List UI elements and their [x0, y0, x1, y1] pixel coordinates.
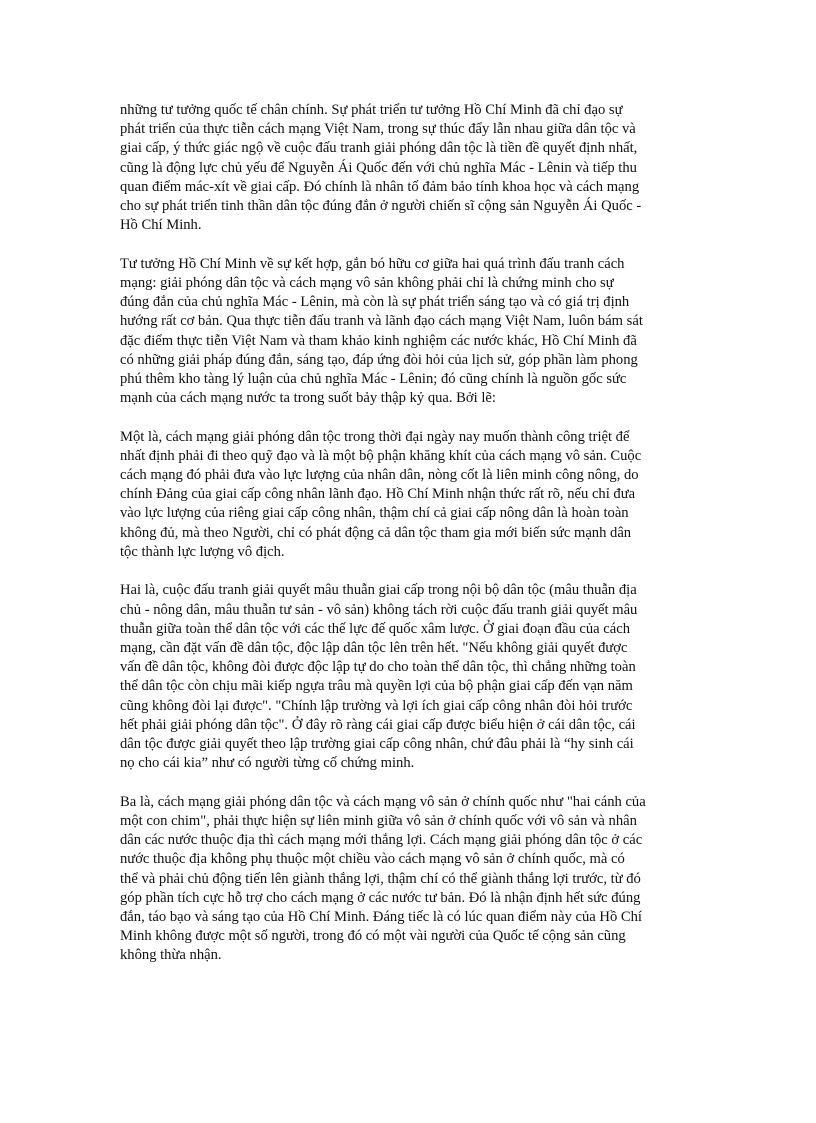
- text-line: tộc thành lực lượng vô địch.: [120, 543, 285, 560]
- text-line: thể dân tộc còn chịu mãi kiếp ngựa trâu mà quyền lợi của bộ phận giai cấp đến vạn năm: [120, 678, 633, 695]
- text-line: phú thêm kho tàng lý luận của chủ nghĩa Mác - Lênin; đó cũng chính là nguồn gốc sức: [120, 370, 627, 387]
- text-line: mạnh của cách mạng nước ta trong suốt bảy thập kỷ qua. Bởi lẽ:: [120, 390, 496, 407]
- paragraph-2: [120, 255, 712, 409]
- text-line: đặc điểm thực tiễn Việt Nam và tham khảo kinh nghiệm các nước khác, Hồ Chí Minh đã: [120, 332, 637, 349]
- text-line: dân tộc được giải quyết theo lập trường giai cấp công nhân, chứ đâu phải là “hy sinh cái: [120, 735, 634, 752]
- text-line: cho sự phát triển tinh thần dân tộc đúng đắn ở người chiến sĩ cộng sản Nguyễn Ái Quốc -: [120, 198, 642, 215]
- text-line: không đủ, mà theo Người, chỉ có phát động cả dân tộc tham gia mới biến sức mạnh dân: [120, 524, 632, 541]
- paragraph-5: [120, 793, 712, 966]
- text-line: Tư tưởng Hồ Chí Minh về sự kết hợp, gắn bó hữu cơ giữa hai quá trình đấu tranh cách: [120, 255, 625, 272]
- text-line: giai cấp, ý thức giác ngộ về cuộc đấu tranh giải phóng dân tộc là tiền đề quyết định nhất,: [120, 140, 638, 157]
- text-line: đắn, táo bạo và sáng tạo của Hồ Chí Minh. Đáng tiếc là có lúc quan điểm này của Hồ Chí: [120, 908, 642, 925]
- text-line: mạng: giải phóng dân tộc và cách mạng vô sản không phải chỉ là chứng minh cho sự: [120, 274, 614, 291]
- text-line: Một là, cách mạng giải phóng dân tộc trong thời đại ngày nay muốn thành công triệt để: [120, 428, 630, 445]
- paragraph-1: [120, 101, 712, 235]
- text-line: chủ - nông dân, mâu thuẫn tư sản - vô sản) không tách rời cuộc đấu tranh giải quyết mâu: [120, 601, 638, 618]
- text-line: thể và phải chủ động tiến lên giành thắng lợi, thậm chí có thể giành thắng lợi trước, từ đó: [120, 870, 641, 887]
- text-line: phát triển của thực tiễn cách mạng Việt Nam, trong sự thúc đẩy lẫn nhau giữa dân tộc và: [120, 121, 636, 138]
- text-line: quan điểm mác-xít về giai cấp. Đó chính là nhân tố đảm bảo tính khoa học và cách mạng: [120, 178, 640, 195]
- text-line: vào lực lượng của riêng giai cấp công nhân, thậm chí cả giai cấp nông dân là hoàn toàn: [120, 505, 629, 522]
- text-line: có những giải pháp đúng đắn, sáng tạo, đáp ứng đòi hỏi của lịch sử, góp phần làm phong: [120, 351, 638, 368]
- text-line: góp phần tích cực hỗ trợ cho cách mạng ở các nước tư bản. Đó là nhận định hết sức đúng: [120, 889, 641, 906]
- text-line: Ba là, cách mạng giải phóng dân tộc và cách mạng vô sản ở chính quốc như "hai cánh của: [120, 793, 646, 810]
- text-line: hết phải giải phóng dân tộc". Ở đây rõ ràng cái giai cấp được biểu hiện ở cái dân tộc, cái: [120, 716, 636, 733]
- text-line: không thừa nhận.: [120, 947, 222, 964]
- text-line: hướng rất cơ bản. Qua thực tiễn đấu tranh và lãnh đạo cách mạng Việt Nam, luôn bám sát: [120, 313, 643, 330]
- text-line: Minh không được một số người, trong đó có một vài người của Quốc tế cộng sản cũng: [120, 928, 626, 945]
- text-line: một con chim", phải thực hiện sự liên minh giữa vô sản ở chính quốc với vô sản và nhân: [120, 812, 637, 829]
- text-line: nhất định phải đi theo quỹ đạo và là một bộ phận khăng khít của cách mạng vô sản. Cuộc: [120, 447, 642, 464]
- text-line: cách mạng đó phải đưa vào lực lượng của nhân dân, nòng cốt là liên minh công nông, do: [120, 467, 639, 484]
- text-line: nọ cho cái kia” như có người từng cố chứng minh.: [120, 755, 415, 772]
- text-line: cũng không đòi lại được". "Chính lập trường và lợi ích giai cấp công nhân đòi hỏi trước: [120, 697, 633, 714]
- text-line: Hồ Chí Minh.: [120, 217, 202, 234]
- text-line: chính Đảng của giai cấp công nhân lãnh đạo. Hồ Chí Minh nhận thức rất rõ, nếu chỉ đưa: [120, 486, 636, 503]
- paragraph-3: [120, 428, 712, 562]
- text-line: thuẫn giữa toàn thể dân tộc với các thế lực đế quốc xâm lược. Ở giai đoạn đầu của cách: [120, 620, 631, 637]
- text-line: mạng, cần đặt vấn đề dân tộc, độc lập dân tộc lên trên hết. "Nếu không giải quyết được: [120, 639, 628, 656]
- text-line: nước thuộc địa không phụ thuộc một chiều vào cách mạng vô sản ở chính quốc, mà có: [120, 851, 625, 868]
- text-line: vấn đề dân tộc, không đòi được độc lập tự do cho toàn thể dân tộc, thì chẳng những toàn: [120, 659, 636, 676]
- text-line: đúng đắn của chủ nghĩa Mác - Lênin, mà còn là sự phát triển sáng tạo và có giá trị định: [120, 294, 630, 311]
- text-line: những tư tưởng quốc tế chân chính. Sự phát triển tư tưởng Hồ Chí Minh đã chỉ đạo sự: [120, 102, 623, 118]
- text-line: cũng là động lực chủ yếu để Nguyễn Ái Quốc đến với chủ nghĩa Mác - Lênin và tiếp thu: [120, 159, 637, 176]
- paragraph-4: [120, 581, 712, 773]
- text-line: Hai là, cuộc đấu tranh giải quyết mâu thuẫn giai cấp trong nội bộ dân tộc (mâu thuẫn địa: [120, 582, 637, 599]
- text-line: dân các nước thuộc địa thì cách mạng mới thắng lợi. Cách mạng giải phóng dân tộc ở các: [120, 832, 643, 849]
- document-body: [120, 101, 712, 985]
